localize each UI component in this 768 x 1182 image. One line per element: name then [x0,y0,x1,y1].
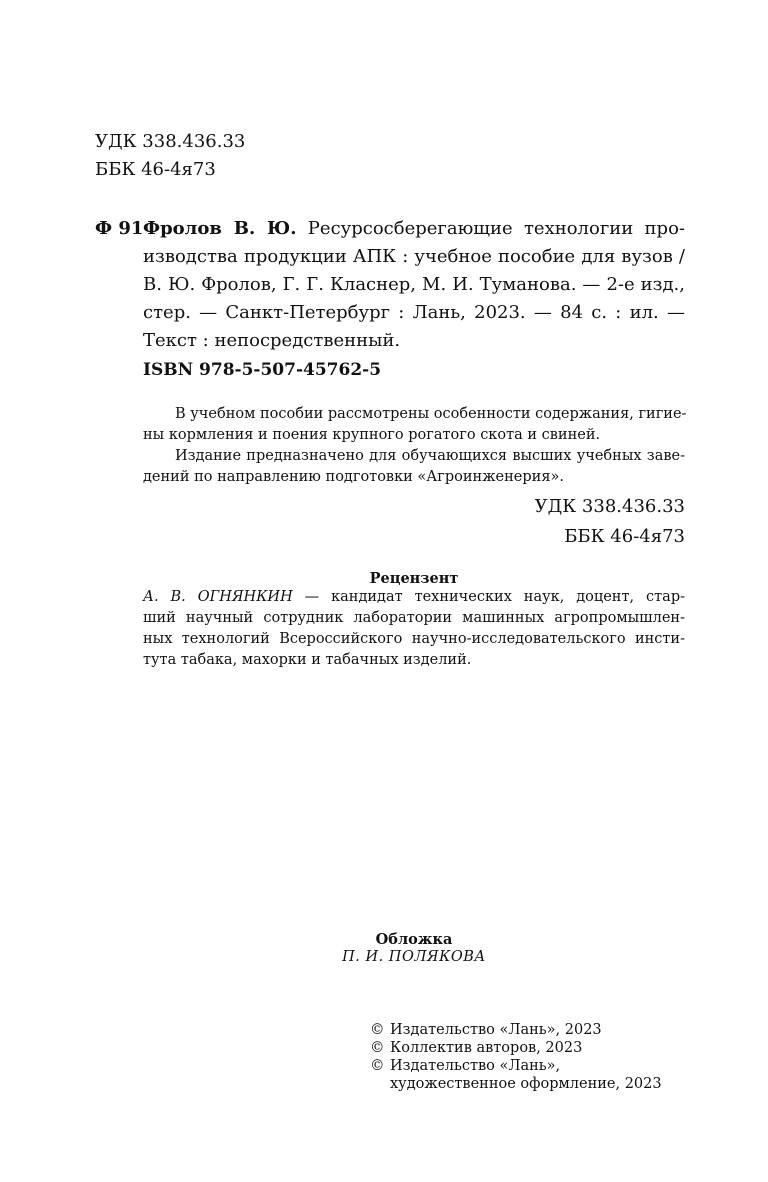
reviewer-heading: Рецензент [369,570,459,587]
bbk-code: ББК 46-4я73 [95,159,216,180]
reviewer-line: тута табака, махорки и табачных изделий. [143,652,472,668]
udk-code: УДК 338.436.33 [534,496,685,517]
copyright-line: художественное оформление, 2023 [390,1076,662,1092]
annotation [143,404,685,488]
reviewer-line: ных технологий Всероссийского научно-исследовательского инсти- [143,631,685,647]
copyright-line: © Коллектив авторов, 2023 [370,1040,583,1056]
classification-codes-top [95,128,245,184]
copyright-line: © Издательство «Лань», 2023 [370,1022,602,1038]
isbn: ISBN 978-5-507-45762-5 [143,360,382,380]
copyright-line: © Издательство «Лань», [370,1058,561,1074]
cover-designer: П. И. ПОЛЯКОВА [342,949,486,965]
cover-heading: Обложка [375,931,453,948]
annotation-line: Издание предназначено для обучающихся высших учебных заве- [175,448,685,464]
catalog-line: Текст : непосредственный. [143,330,401,351]
annotation-line: ны кормления и поения крупного рогатого скота и свиней. [143,427,601,443]
catalog-line: изводства продукции АПК : учебное пособие для вузов / [143,246,685,267]
reviewer-name: А. В. ОГНЯНКИН [143,589,293,605]
reviewer-text [143,587,685,671]
catalog-code: Ф 91 [95,218,144,239]
catalog-author: Фролов В. Ю. [143,218,297,239]
catalog-line: В. Ю. Фролов, Г. Г. Класнер, М. И. Туманова. — 2-е изд., [143,274,685,295]
copyright-icon: © [370,1058,385,1074]
reviewer-line: ший научный сотрудник лаборатории машинных агропромышлен- [143,610,685,626]
copyright-icon: © [370,1040,385,1056]
reviewer-line: А. В. ОГНЯНКИН — кандидат технических наук, доцент, стар- [143,589,685,605]
annotation-line: дений по направлению подготовки «Агроинженерия». [143,469,564,485]
catalog-line: стер. — Санкт-Петербург : Лань, 2023. — 84 с. : ил. — [143,302,685,323]
catalog-line: Фролов В. Ю. Ресурсосберегающие технологии про- [143,218,685,239]
classification-codes-bottom [535,492,685,552]
copyright-block [370,1021,662,1093]
udk-code: УДК 338.436.33 [95,131,246,152]
catalog-entry [143,215,685,355]
annotation-line: В учебном пособии рассмотрены особенности содержания, гигие- [175,406,687,422]
bbk-code: ББК 46-4я73 [564,526,685,547]
copyright-icon: © [370,1022,385,1038]
